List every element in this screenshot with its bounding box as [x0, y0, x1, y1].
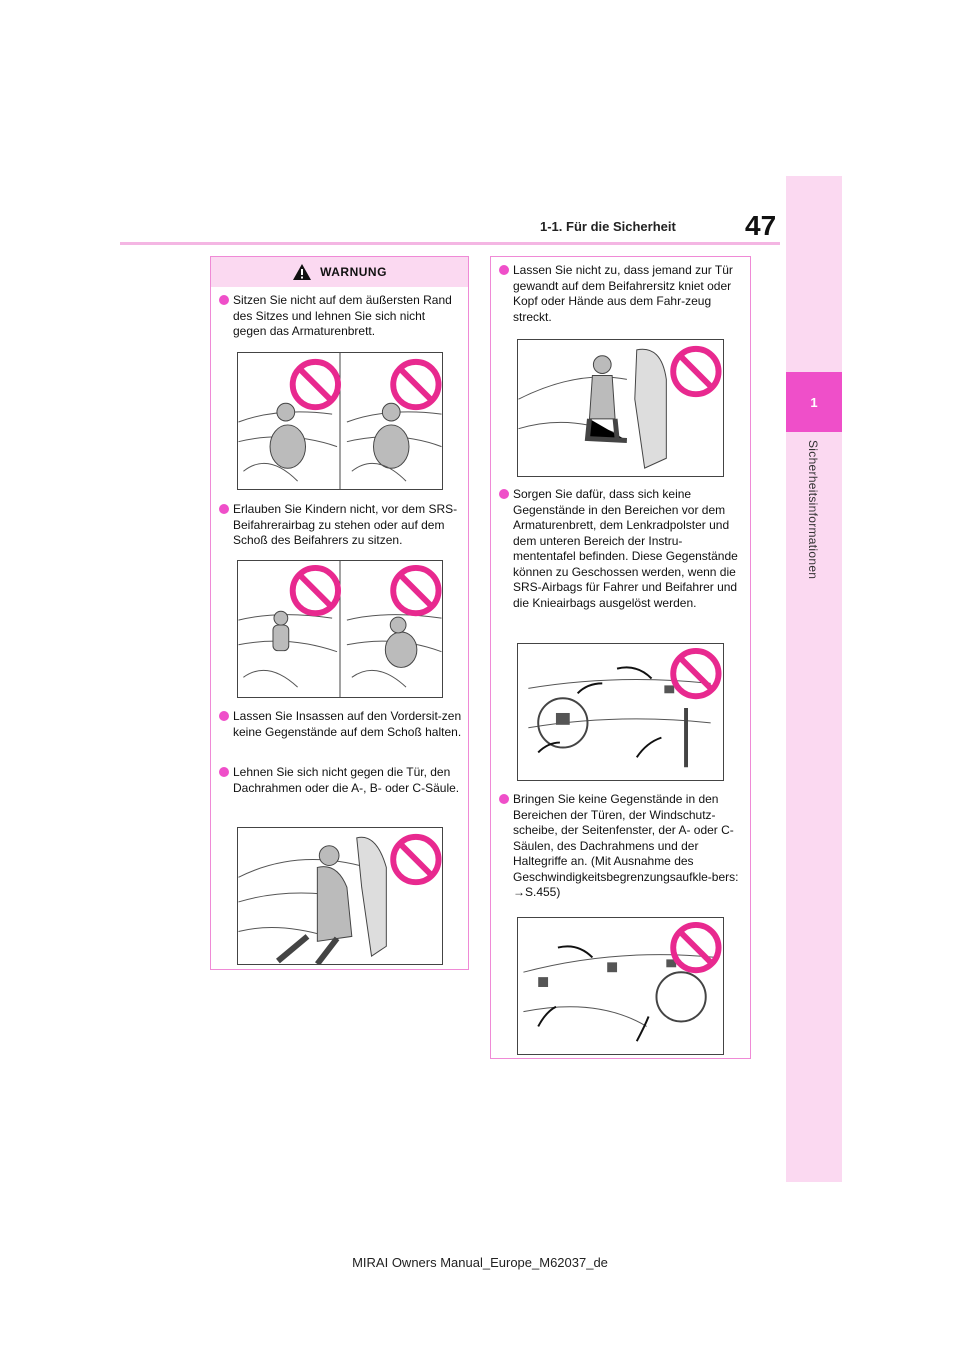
figure-child-airbag [237, 560, 443, 698]
chapter-number: 1 [810, 394, 818, 410]
prohibition-icon [393, 568, 438, 613]
illustration-leaning-door [238, 828, 442, 964]
warning-item-6 [499, 487, 744, 611]
prohibition-icon [673, 349, 718, 394]
illustration-child-airbag [238, 561, 442, 697]
chapter-label: Sicherheitsinformationen [806, 440, 820, 580]
prohibition-icon [393, 362, 438, 407]
warning-item-2 [219, 502, 464, 549]
bullet-icon [219, 711, 229, 721]
bullet-icon [499, 794, 509, 804]
illustration-kneeling-passenger [518, 340, 723, 476]
warning-item-5 [499, 263, 744, 325]
warning-item-7 [499, 792, 744, 901]
section-title: 1-1. Für die Sicherheit [540, 219, 676, 234]
warning-item-1 [219, 293, 459, 340]
prohibition-icon [393, 837, 438, 882]
warning-item-text: Sitzen Sie nicht auf dem äußersten Rand des Sitzes und lehnen Sie sich nicht gegen das Armaturenbrett. [233, 293, 452, 338]
warning-item-text: Erlauben Sie Kindern nicht, vor dem SRS-Beifahrerairbag zu stehen oder auf dem Schoß des Beifahrers zu sitzen. [233, 502, 458, 547]
figure-leaning-door [237, 827, 443, 965]
illustration-sitting-on-edge [238, 353, 442, 489]
chapter-number-tab[interactable] [786, 372, 842, 432]
prohibition-icon [293, 568, 338, 613]
warning-header [211, 257, 468, 287]
header-rule [120, 242, 780, 245]
footer-manual-id: MIRAI Owners Manual_Europe_M62037_de [352, 1255, 608, 1270]
warning-item-3 [219, 709, 464, 740]
prohibition-icon [673, 651, 718, 696]
bullet-icon [219, 295, 229, 305]
figure-objects-windows [517, 917, 724, 1055]
warning-item-text: Sorgen Sie dafür, dass sich keine Gegenstände in den Bereichen vor dem Armaturenbrett, dem Lenkradpolster und dem unteren Bereich der Instru-mententafel befinden. Diese Gegenstände können zu Geschossen werden, wenn die SRS-Airbags für Fahrer und Beifahrer und die Knieairbags ausgelöst werden. [513, 487, 738, 610]
warning-item-4 [219, 765, 464, 796]
warning-box-continued [490, 256, 751, 1059]
figure-objects-dashboard [517, 643, 724, 781]
bullet-icon [219, 767, 229, 777]
figure-sitting-on-edge [237, 352, 443, 490]
prohibition-icon [673, 925, 718, 970]
illustration-objects-dashboard [518, 644, 723, 780]
warning-item-text: Lehnen Sie sich nicht gegen die Tür, den Dachrahmen oder die A-, B- oder C-Säule. [233, 765, 460, 795]
illustration-objects-windows [518, 918, 723, 1054]
bullet-icon [499, 265, 509, 275]
warning-item-text: Lassen Sie Insassen auf den Vordersit-zen keine Gegenstände auf dem Schoß halten. [233, 709, 462, 739]
warning-title: WARNUNG [320, 265, 387, 279]
warning-item-text: Lassen Sie nicht zu, dass jemand zur Tür gewandt auf dem Beifahrersitz kniet oder Kopf oder Hände aus dem Fahr-zeug streckt. [513, 263, 733, 324]
figure-kneeling-passenger [517, 339, 724, 477]
warning-triangle-icon [292, 263, 312, 281]
chapter-side-tab [786, 176, 842, 1182]
page-number: 47 [745, 210, 777, 241]
warning-item-text: Bringen Sie keine Gegenstände in den Bereichen der Türen, der Windschutz-scheibe, der Seitenfenster, der A- oder C-Säulen, des Dachrahmens und der Haltegriffe an. (Mit Ausnahme des Geschwindigkeitsbegrenzungsaufkle-bers: →S.455) [513, 792, 739, 899]
bullet-icon [219, 504, 229, 514]
bullet-icon [499, 489, 509, 499]
warning-box [210, 256, 469, 970]
prohibition-icon [293, 362, 338, 407]
